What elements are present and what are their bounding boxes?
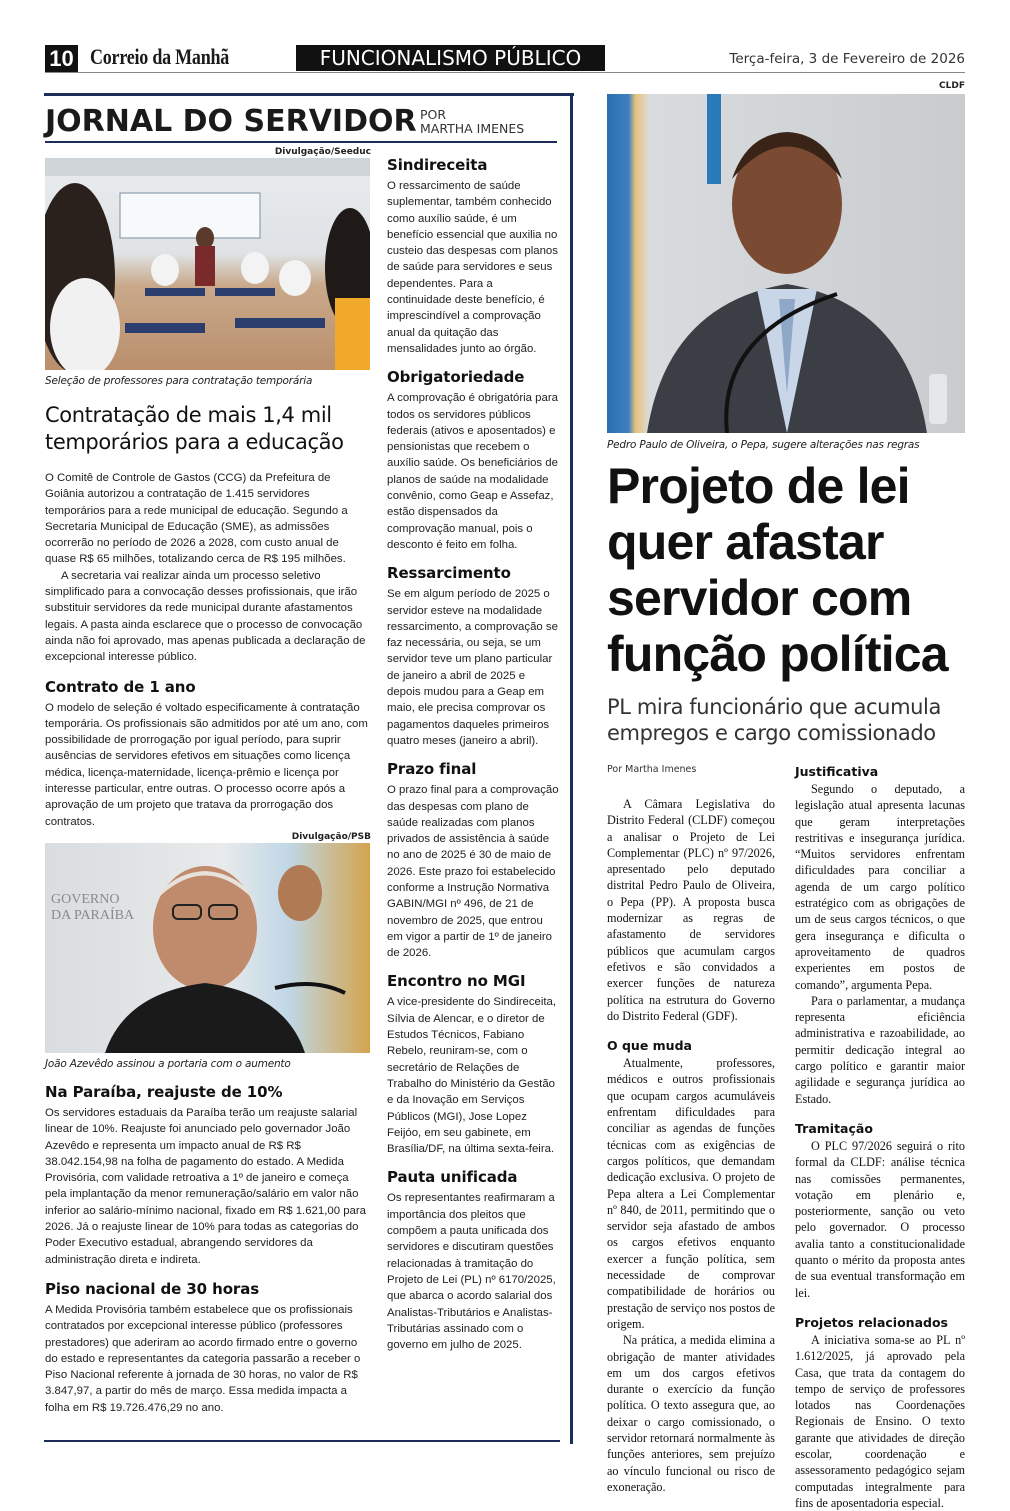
subheading: Obrigatoriedade [387,368,525,387]
subheading: Encontro no MGI [387,972,526,991]
section-title: FUNCIONALISMO PÚBLICO [296,45,605,71]
paragraph: O Comitê de Controle de Gastos (CCG) da Prefeitura de Goiânia autorizou a contratação de 1.415 servidores temporários para a rede municipal de educação. Segundo a Secretaria Municipal de Educação (SME), as admissões ocorrerão no período de 2026 a 2028, com custo anual de quase R$ 65 milhões, totalizando cerca de R$ 195 milhões. [45,472,348,566]
subheading: Sindireceita [387,156,488,174]
deputy-illustration [607,94,965,433]
article-columns [607,764,965,1511]
classroom-illustration [45,158,370,370]
governor-photo [45,843,370,1053]
article-sindireceita [387,156,559,1353]
subheading: Pauta unificada [387,1168,518,1187]
paragraph: A comprovação é obrigatória para todos os servidores públicos federais (ativos e aposentados) e pensionistas que recebem o auxílio saúde. Os beneficiários de planos de saúde na modalidade convênio, como Geap e Assefaz, estão dispensados da comprovação manual, pois o desconto é feito em folha. [387,392,558,551]
paragraph: Na prática, a medida elimina a obrigação de manter atividades em um dos cargos efetivos durante o exercício da função política. O texto assegura que, ao deixar o cargo comissionado, o servidor retornará normalmente às funções anteriores, sem prejuízo ao vínculo funcional ou risco de exoneração. [607,1333,775,1494]
photo-credit: Divulgação/PSB [291,831,371,842]
main-headline: Projeto de lei quer afastar servidor com função política [607,458,948,682]
box-border-bottom [44,1440,560,1442]
left-column [45,147,371,1416]
article-headline: Contratação de mais 1,4 mil temporários para a educação [45,403,344,454]
subheading: Piso nacional de 30 horas [45,1279,260,1298]
by-label: POR [420,107,447,122]
article-col-b [795,764,965,1511]
column-author [420,108,524,136]
paragraph: Segundo o deputado, a legislação atual apresenta lacunas que geram interpretações restritivas e insegurança jurídica. “Muitos servidores enfrentam dificuldades para conciliar a agenda de um cargo político estratégico com as obrigações de um de seus cargos técnicos, o que gera insegurança e dificulta o aproveitamento de quadros experientes em postos de comando”, argumenta Pepa. [795,782,965,992]
column-title: JORNAL DO SERVIDOR [45,104,417,139]
header-divider [45,72,965,73]
paragraph: O ressarcimento de saúde suplementar, também conhecido como auxílio saúde, é um benefício essencial que auxilia no custeio das despesas com planos de saúde para servidores e seus dependentes. Para a continuidade deste benefício, é imprescindível a comprovação anual da quitação das mensalidades junto ao órgão. [387,180,558,355]
paragraph: O PLC 97/2026 seguirá o rito formal da CLDF: análise técnica nas comissões permanentes, votação em plenário e, posteriormente, sanção ou veto pelo governador. O processo avalia tanto a constitucionalidade quanto o mérito da proposta antes de sua eventual transformação em lei. [795,1138,965,1300]
governor-illustration [45,843,370,1053]
subheading: Projetos relacionados [795,1314,948,1330]
paragraph: Para o parlamentar, a mudança representa eficiência administrativa e razoabilidade, ao permitir dedicação integral ao cargo político e garantir maior agilidade e segurança jurídica ao Estado. [795,993,965,1106]
paragraph: Se em algum período de 2025 o servidor esteve na modalidade ressarcimento, a comprovação se faz necessária, ou seja, se um servidor teve um plano particular de janeiro a abril de 2025 e depois mudou para a Geap em maio, ele precisa comprovar os pagamentos daqueles primeiros quatro meses (janeiro a abril). [387,588,558,747]
paragraph: O prazo final para a comprovação das despesas com plano de saúde realizadas com planos privados de assistência à saúde no ano de 2025 é 30 de maio de 2026. Este prazo foi estabelecido conforme a Instrução Normativa GABIN/MGI nº 496, de 21 de novembro de 2025, que entrou em vigor a partir de 1º de janeiro de 2026. [387,784,559,960]
paragraph: Os servidores estaduais da Paraíba terão um reajuste salarial linear de 10%. Reajuste foi anunciado pelo governador João Azevêdo e representa um impacto anual de R$ R$ 38.042.154,98 na folha de pagamento do estado. A Medida Provisória, com validade retroativa a 1º de janeiro e começa pela implantação da menor remuneração/salário em valor não inferior ao salário-mínimo nacional, fixado em R$ 1.621,00 para 2026. Já o reajuste linear de 10% para todas as categorias do Poder Executivo estadual, abrangendo servidores da administração direta e indireta. [45,1106,367,1266]
main-article [607,81,965,1511]
paragraph: A Medida Provisória também estabelece que os profissionais contratados por excepcional interesse público (professores prestadores) que aderiram ao acordo firmado entre o governo do estado e representantes da categoria passarão a receber o Piso Nacional referente à jornada de 30 horas, no valor de R$ 3.847,97, a partir do mês de março. Essa medida impacta a folha em R$ 19.726.476,29 no ano. [45,1303,361,1414]
paragraph: A vice-presidente do Sindireceita, Sílvia de Alencar, e o diretor de Estudos Técnicos, Fabiano Rebelo, reuniram-se, com o secretário de Relações de Trabalho do Ministério da Gestão e da Inovação em Serviços Públicos (MGI), Jose Lopez Feijóo, em seu gabinete, em Brasília/DF, na última sexta-feira. [387,996,557,1156]
newspaper-logo: Correio da Manhã [90,44,230,69]
photo-credit: CLDF [939,81,965,91]
box-border-right [570,93,573,1444]
paragraph: A Câmara Legislativa do Distrito Federal (CLDF) começou a analisar o Projeto de Lei Complementar (PLC) nº 97/2026, apresentado pelo deputado distrital Pedro Paulo de Oliveira, o Pepa (PP). A proposta busca modernizar as regras de afastamento de servidores públicos que acumulam cargos efetivos e são convidados a exercer funções de natureza política na estrutura do Governo do Distrito Federal (GDF). [607,797,775,1023]
sign-text: GOVERNO [51,891,120,907]
subheading: Prazo final [387,760,477,779]
paragraph: Atualmente, professores, médicos e outros profissionais que ocupam cargos acumuláveis enfrentam dificuldades para conciliar as agendas de funções técnicas com as exigências de cargos políticos, que demandam dedicação exclusiva. O projeto de Pepa altera a Lei Complementar nº 840, de 2011, permitindo que o servidor seja afastado de ambos os cargos efetivos enquanto exercer a função política, sem necessidade de comprovar compatibilidade de horários ou prestação de serviço nos postos de origem. [607,1056,775,1331]
subheadline: PL mira funcionário que acumula empregos e cargo comissionado [607,695,941,745]
paragraph: A secretaria vai realizar ainda um processo seletivo simplificado para a convocação desses profissionais, que irão substituir servidores da rede municipal durante afastamentos legais. A pasta ainda esclarece que o processo de convocação ainda não foi aprovado, mas apenas publicada a declaração de excepcional interesse público. [45,569,366,664]
deputy-photo [607,94,965,433]
subheading: O que muda [607,1038,692,1054]
subheading: Ressarcimento [387,564,511,583]
subheading: Justificativa [795,764,879,779]
column-title-divider [45,141,557,143]
issue-date: Terça-feira, 3 de Fevereiro de 2026 [729,51,965,67]
article-col-a [607,764,775,1511]
classroom-photo [45,158,370,370]
subheading: Tramitação [795,1120,873,1136]
subheading: Na Paraíba, reajuste de 10% [45,1082,283,1101]
photo-credit: Divulgação/Seeduc [274,147,371,157]
svg-text:DA PARAÍBA: DA PARAÍBA [51,907,135,923]
byline: Por Martha Imenes [607,764,697,775]
photo-caption: Pedro Paulo de Oliveira, o Pepa, sugere alterações nas regras [607,439,920,451]
paragraph: Os representantes reafirmaram a importância dos pleitos que compõem a pauta unificada dos servidores e discutiram questões relacionadas à tramitação do Projeto de Lei (PL) nº 6170/2025, que abarca o acordo salarial dos Analistas-Tributários e Analistas-Tributárias assinado com o governo em julho de 2025. [387,1192,556,1352]
box-border-top [44,93,574,96]
photo-caption: Seleção de professores para contratação temporária [45,375,313,387]
author-name: MARTHA IMENES [420,121,525,136]
paragraph: O modelo de seleção é voltado especificamente à contratação temporária. Os profissionais são admitidos por até um ano, com possibilidade de prorrogação por igual período, para suprir ausências de servidores efetivos em situações como licença médica, licença-maternidade, licença-prêmio e licença por interesse particular, entre outras. O processo ocorre após a aprovação de um projeto que tratava da prorrogação dos contratos. [45,701,368,828]
paragraph: A iniciativa soma-se ao PL nº 1.612/2025, já aprovado pela Casa, que trata da contagem do tempo de serviço de professores lotados nas Coordenações Regionais de Ensino. O texto garante que atividades de direção escolar, coordenação e assessoramento pedagógico sejam computadas integralmente para fins de aposentadoria especial. [795,1332,965,1510]
subheading: Contrato de 1 ano [45,677,196,696]
page-number: 10 [45,45,78,72]
photo-caption: João Azevêdo assinou a portaria com o aumento [45,1057,291,1070]
